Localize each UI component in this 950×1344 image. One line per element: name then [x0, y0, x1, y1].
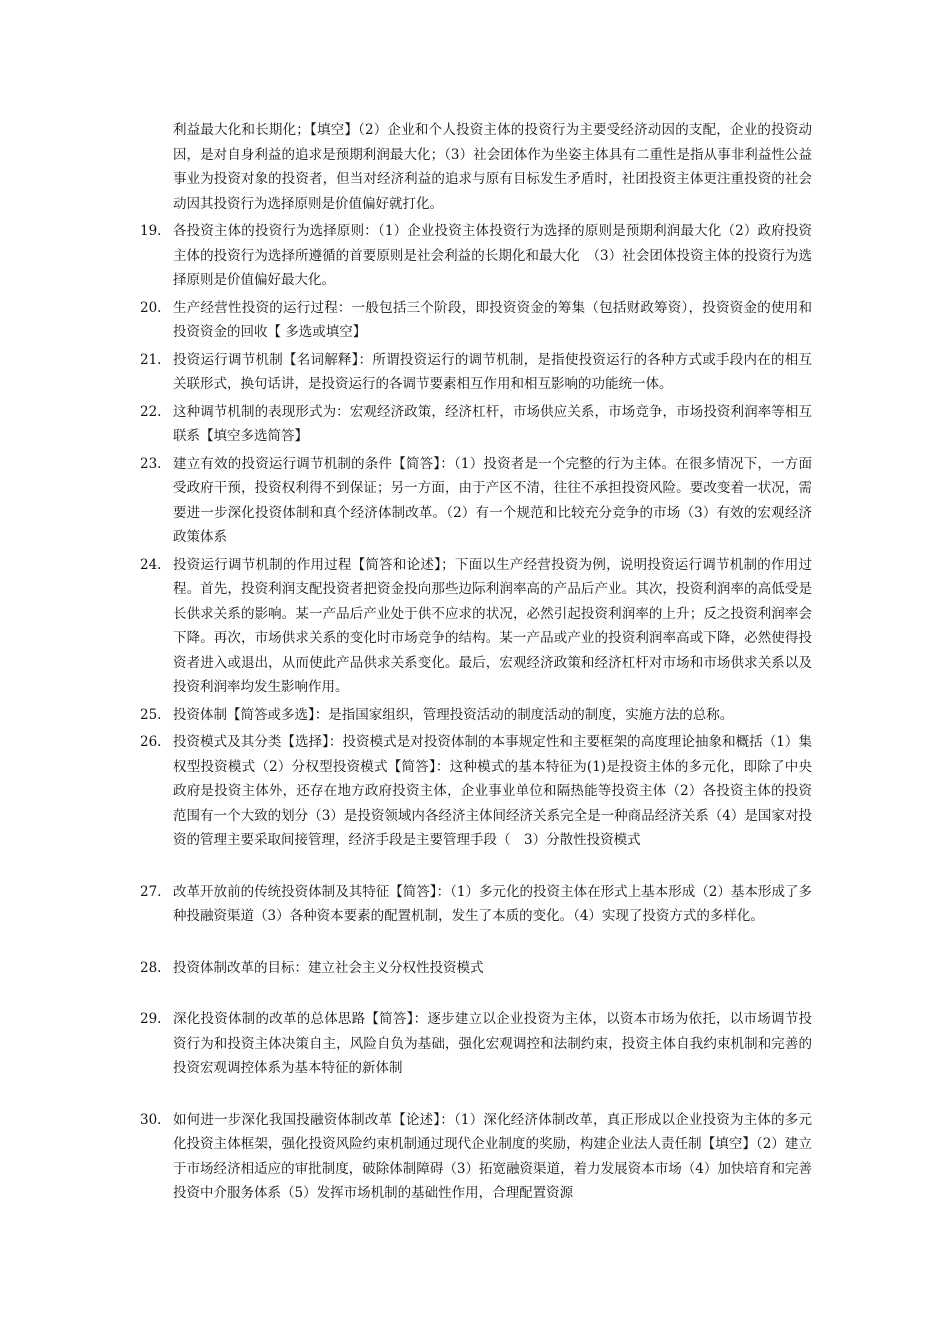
- item-text: 投资运行调节机制【名词解释】：所谓投资运行的调节机制，是指使投资运行的各种方式或手段内在的相互关联形式，换句话讲，是投资运行的各调节要素相互作用和相互影响的功能统一体。: [173, 351, 812, 392]
- list-item-24: [140, 553, 812, 700]
- list-item-19: [140, 219, 812, 293]
- item-number: 26.: [140, 734, 162, 750]
- lead-paragraph: 利益最大化和长期化；【填空】（2）企业和个人投资主体的投资行为主要受经济动因的支配，企业的投资动因，是对自身利益的追求是预期利润最大化；（3）社会团体作为坐姿主体具有二重性是指从事非利益性公益事业为投资对象的投资者，但当对经济利益的追求与原有目标发生矛盾时，社团投资主体更注重投资的社会动因其投资行为选择原则是价值偏好就打化。: [173, 122, 812, 212]
- document-body: [140, 118, 812, 1209]
- item-number: 29.: [140, 1011, 162, 1027]
- item-text: 投资运行调节机制的作用过程【简答和论述】；下面以生产经营投资为例，说明投资运行调节机制的作用过程。首先，投资利润支配投资者把资金投向那些边际利润率高的产品后产业。其次，投资利润率的高低受是长供求关系的影响。某一产品后产业处于供不应求的状况，必然引起投资利润率的上升；反之投资利润率会下降。再次，市场供求关系的变化时市场竞争的结构。某一产品或产业的投资利润率高或下降，必然使得投资者进入或退出，从而使此产品供求关系变化。最后，宏观经济政策和经济杠杆对市场和市场供求关系以及投资利润率均发生影响作用。: [173, 556, 812, 695]
- item-text: 如何进一步深化我国投融资体制改革【论述】：（1）深化经济体制改革，真正形成以企业投资为主体的多元化投资主体框架，强化投资风险约束机制通过现代企业制度的奖励，构建企业法人责任制【填空】（2）建立于市场经济相适应的审批制度，破除体制障碍（3）拓宽融资渠道，着力发展资本市场（4）加快培育和完善投资中介服务体系（5）发挥市场机制的基础性作用，合理配置资源: [173, 1111, 812, 1201]
- item-number: 21.: [140, 351, 162, 368]
- item-number: 23.: [140, 455, 162, 472]
- item-number: 22.: [140, 403, 162, 420]
- item-text: 深化投资体制的改革的总体思路【简答】：逐步建立以企业投资为主体，以资本市场为依托，以市场调节投资行为和投资主体决策自主，风险自负为基础，强化宏观调控和法制约束，投资主体自我约束机制和完善的投资宏观调控体系为基本特征的新体制: [173, 1011, 812, 1076]
- item-number: 28.: [140, 959, 162, 976]
- item-text: 改革开放前的传统投资体制及其特征【简答】：（1）多元化的投资主体在形式上基本形成（2）基本形成了多种投融资渠道（3）各种资本要素的配置机制，发生了本质的变化。（4）实现了投资方式的多样化。: [173, 883, 812, 924]
- list-item-20: [140, 296, 812, 345]
- list-item-29: [140, 1007, 812, 1081]
- list-item-21: [140, 348, 812, 397]
- list-item-26: [140, 730, 812, 853]
- list-item-28: [140, 956, 812, 981]
- item-text: 生产经营性投资的运行过程：一般包括三个阶段，即投资资金的筹集（包括财政筹资），投资资金的使用和投资资金的回收【 多选或填空】: [173, 299, 812, 340]
- item-text: 投资模式及其分类【选择】：投资模式是对投资体制的本事规定性和主要框架的高度理论抽象和概括（1）集权型投资模式（2）分权型投资模式【简答】：这种模式的基本特征为(1)是投资主体的多元化，即除了中央政府是投资主体外，还存在地方政府投资主体，企业事业单位和隔热能等投资主体（2）各投资主体的投资范围有一个大致的划分（3）是投资领域内各经济主体间经济关系完全是一种商品经济关系（4）是国家对投资的管理主要采取间接管理，经济手段是主要管理手段（ 3）分散性投资模式: [173, 734, 812, 848]
- item-text: 各投资主体的投资行为选择原则：（1）企业投资主体投资行为选择的原则是预期利润最大化（2）政府投资主体的投资行为选择所遵循的首要原则是社会利益的长期化和最大化 （3）社会团体投资主体的投资行为选择原则是价值偏好最大化。: [173, 223, 812, 288]
- list-item-22: [140, 400, 812, 449]
- list-item-25: [140, 703, 812, 728]
- item-text: 建立有效的投资运行调节机制的条件【简答】：（1）投资者是一个完整的行为主体。在很多情况下，一方面受政府干预，投资权利得不到保证；另一方面，由于产区不清，往往不承担投资风险。要改变着一状况，需要进一步深化投资体制和真个经济体制改革。（2）有一个规范和比较充分竞争的市场（3）有效的宏观经济政策体系: [173, 455, 812, 545]
- item-number: 20.: [140, 299, 162, 316]
- list-item-27: [140, 880, 812, 929]
- item-text: 投资体制【简答或多选】：是指国家组织，管理投资活动的制度活动的制度，实施方法的总称。: [173, 706, 734, 723]
- item-number: 19.: [140, 223, 162, 239]
- item-number: 24.: [140, 556, 162, 573]
- item-number: 30.: [140, 1111, 162, 1128]
- item-text: 投资体制改革的目标：建立社会主义分权性投资模式: [173, 959, 484, 976]
- list-item-30: [140, 1108, 812, 1206]
- item-number: 27.: [140, 883, 162, 900]
- item-number: 25.: [140, 706, 162, 723]
- list-item-23: [140, 452, 812, 550]
- item-text: 这种调节机制的表现形式为：宏观经济政策，经济杠杆，市场供应关系，市场竞争，市场投资利润率等相互联系【填空多选简答】: [173, 403, 812, 444]
